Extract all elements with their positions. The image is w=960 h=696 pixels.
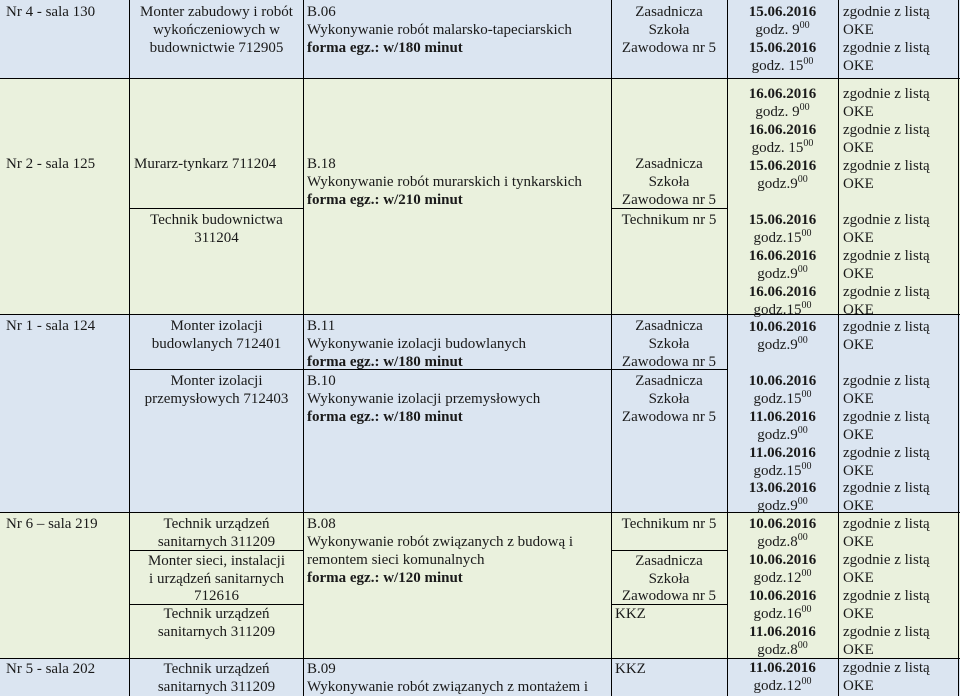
status-text: zgodnie z listą bbox=[843, 248, 930, 264]
exam-time: $godz.15^{00}$ bbox=[753, 389, 812, 407]
status-oke: OKE bbox=[843, 337, 874, 353]
school-name: Technikum nr 5 bbox=[621, 212, 717, 228]
job-title: Technik urządzeń bbox=[163, 606, 270, 622]
exam-time: $godz.9^{00}$ bbox=[757, 335, 808, 353]
row-divider bbox=[611, 550, 727, 551]
school-name: KKZ bbox=[615, 606, 646, 622]
exam-time-minutes: 00 bbox=[799, 20, 810, 31]
exam-date: 16.06.2016 bbox=[748, 284, 817, 300]
school-name: Zasadnicza bbox=[635, 318, 703, 334]
exam-code: B.10 bbox=[307, 373, 336, 389]
school-name: Zawodowa nr 5 bbox=[621, 588, 717, 604]
exam-form: forma egz.: w/180 minut bbox=[307, 40, 463, 56]
row-divider bbox=[130, 208, 303, 209]
exam-name: Wykonywanie robót malarsko-tapeciarskich bbox=[307, 22, 572, 38]
exam-time: $godz.15^{00}$ bbox=[753, 461, 812, 479]
exam-date: 13.06.2016 bbox=[748, 480, 817, 496]
exam-date: 16.06.2016 bbox=[748, 122, 817, 138]
school-name: Zawodowa nr 5 bbox=[621, 409, 717, 425]
status-text: zgodnie z listą bbox=[843, 588, 930, 604]
status-text: zgodnie z listą bbox=[843, 552, 930, 568]
exam-time-minutes: 00 bbox=[801, 461, 812, 472]
status-text: zgodnie z listą bbox=[843, 158, 930, 174]
job-title: wykończeniowych w bbox=[152, 22, 281, 38]
exam-date: 15.06.2016 bbox=[748, 4, 817, 20]
exam-code: B.08 bbox=[307, 516, 336, 532]
exam-form: forma egz.: w/180 minut bbox=[307, 409, 463, 425]
exam-time: godz. $15^{00}$ bbox=[751, 138, 814, 156]
job-title: Monter izolacji bbox=[170, 318, 263, 334]
school-name: Zasadnicza bbox=[635, 4, 703, 20]
job-title: Monter sieci, instalacji bbox=[147, 553, 286, 569]
exam-time: $godz.9^{00}$ bbox=[757, 425, 808, 443]
school-name: Zasadnicza bbox=[635, 156, 703, 172]
school-name: Zasadnicza bbox=[635, 373, 703, 389]
status-oke: OKE bbox=[843, 606, 874, 622]
status-oke: OKE bbox=[843, 570, 874, 586]
exam-time: godz. $9^{00}$ bbox=[755, 20, 810, 38]
status-text: zgodnie z listą bbox=[843, 212, 930, 228]
room-label: Nr 2 - sala 125 bbox=[6, 156, 96, 172]
school-name: KKZ bbox=[615, 661, 646, 677]
status-oke: OKE bbox=[843, 104, 874, 120]
job-title: budowlanych 712401 bbox=[151, 336, 282, 352]
status-oke: OKE bbox=[843, 498, 874, 514]
exam-time: $godz.9^{00}$ bbox=[757, 264, 808, 282]
exam-time-minutes: 00 bbox=[797, 640, 808, 651]
exam-time-minutes: 00 bbox=[801, 604, 812, 615]
room-label: Nr 4 - sala 130 bbox=[6, 4, 96, 20]
status-text: zgodnie z listą bbox=[843, 480, 930, 496]
exam-time-minutes: 00 bbox=[797, 425, 808, 436]
status-text: zgodnie z listą bbox=[843, 86, 930, 102]
exam-time-minutes: 00 bbox=[797, 532, 808, 543]
exam-name: Wykonywanie robót związanych z montażem i bbox=[307, 679, 589, 695]
status-text: zgodnie z listą bbox=[843, 409, 930, 425]
job-title: Technik urządzeń bbox=[163, 661, 270, 677]
exam-time: $godz.16^{00}$ bbox=[753, 604, 812, 622]
exam-time-minutes: 00 bbox=[801, 228, 812, 239]
status-oke: OKE bbox=[843, 58, 874, 74]
status-oke: OKE bbox=[843, 391, 874, 407]
exam-time-minutes: 00 bbox=[801, 568, 812, 579]
exam-date: 10.06.2016 bbox=[748, 516, 817, 532]
status-text: zgodnie z listą bbox=[843, 660, 930, 676]
exam-form: forma egz.: w/210 minut bbox=[307, 192, 463, 208]
status-text: zgodnie z listą bbox=[843, 40, 930, 56]
exam-name: Wykonywanie izolacji budowlanych bbox=[307, 336, 527, 352]
status-oke: OKE bbox=[843, 176, 874, 192]
job-title: i urządzeń sanitarnych bbox=[149, 571, 284, 587]
exam-date: 15.06.2016 bbox=[748, 40, 817, 56]
status-text: zgodnie z listą bbox=[843, 516, 930, 532]
exam-time-minutes: 00 bbox=[803, 138, 814, 149]
school-name: Szkoła bbox=[648, 571, 690, 587]
exam-time-minutes: 00 bbox=[801, 389, 812, 400]
status-oke: OKE bbox=[843, 463, 874, 479]
exam-code: B.06 bbox=[307, 4, 336, 20]
exam-name: Wykonywanie robót murarskich i tynkarskich bbox=[307, 174, 582, 190]
exam-date: 10.06.2016 bbox=[748, 588, 817, 604]
room-label: Nr 5 - sala 202 bbox=[6, 661, 96, 677]
school-name: Technikum nr 5 bbox=[621, 516, 717, 532]
school-name: Zawodowa nr 5 bbox=[621, 40, 717, 56]
exam-date: 10.06.2016 bbox=[748, 319, 817, 335]
status-oke: OKE bbox=[843, 642, 874, 658]
exam-name: Wykonywanie izolacji przemysłowych bbox=[307, 391, 541, 407]
school-name: Szkoła bbox=[648, 336, 690, 352]
status-oke: OKE bbox=[843, 140, 874, 156]
exam-time-minutes: 00 bbox=[797, 496, 808, 507]
exam-time: $godz.15^{00}$ bbox=[753, 228, 812, 246]
job-title: 311204 bbox=[194, 230, 239, 246]
job-title: budownictwie 712905 bbox=[149, 40, 284, 56]
job-title: Monter izolacji bbox=[170, 373, 263, 389]
exam-time-minutes: 00 bbox=[799, 102, 810, 113]
exam-form: forma egz.: w/180 minut bbox=[307, 354, 463, 370]
job-title: Monter zabudowy i robót bbox=[140, 4, 293, 20]
row-divider bbox=[0, 78, 960, 79]
school-name: Zawodowa nr 5 bbox=[621, 192, 717, 208]
status-oke: OKE bbox=[843, 22, 874, 38]
exam-date: 15.06.2016 bbox=[748, 158, 817, 174]
exam-time: $godz.8^{00}$ bbox=[757, 640, 808, 658]
job-title: przemysłowych 712403 bbox=[144, 391, 289, 407]
exam-name: Wykonywanie robót związanych z budową i bbox=[307, 534, 574, 550]
exam-code: B.18 bbox=[307, 156, 336, 172]
exam-time-minutes: 00 bbox=[797, 335, 808, 346]
column-divider bbox=[838, 0, 839, 696]
exam-date: 11.06.2016 bbox=[749, 409, 816, 425]
status-oke: OKE bbox=[843, 266, 874, 282]
status-text: zgodnie z listą bbox=[843, 122, 930, 138]
job-title: Technik budownictwa bbox=[150, 212, 283, 228]
school-name: Zawodowa nr 5 bbox=[621, 354, 717, 370]
job-title: 712616 bbox=[194, 588, 239, 604]
job-title: sanitarnych 311209 bbox=[157, 624, 276, 640]
status-oke: OKE bbox=[843, 427, 874, 443]
job-title: sanitarnych 311209 bbox=[157, 534, 276, 550]
school-name: Szkoła bbox=[648, 22, 690, 38]
exam-date: 15.06.2016 bbox=[748, 212, 817, 228]
exam-date: 11.06.2016 bbox=[749, 624, 816, 640]
status-oke: OKE bbox=[843, 302, 874, 318]
exam-time-minutes: 00 bbox=[797, 264, 808, 275]
exam-time: $godz.9^{00}$ bbox=[757, 496, 808, 514]
status-text: zgodnie z listą bbox=[843, 445, 930, 461]
status-text: zgodnie z listą bbox=[843, 319, 930, 335]
exam-name: remontem sieci komunalnych bbox=[307, 552, 485, 568]
exam-time: $godz.9^{00}$ bbox=[757, 174, 808, 192]
status-text: zgodnie z listą bbox=[843, 4, 930, 20]
job-title: Technik urządzeń bbox=[163, 516, 270, 532]
exam-date: 16.06.2016 bbox=[748, 86, 817, 102]
job-title: sanitarnych 311209 bbox=[157, 679, 276, 695]
row-divider bbox=[130, 369, 303, 370]
exam-time: $godz.15^{00}$ bbox=[753, 300, 812, 318]
exam-time: godz. $15^{00}$ bbox=[751, 56, 814, 74]
exam-date: 16.06.2016 bbox=[748, 248, 817, 264]
status-text: zgodnie z listą bbox=[843, 284, 930, 300]
exam-date: 11.06.2016 bbox=[749, 660, 816, 676]
exam-time-minutes: 00 bbox=[801, 300, 812, 311]
exam-time: godz. $9^{00}$ bbox=[755, 102, 810, 120]
school-name: Szkoła bbox=[648, 391, 690, 407]
school-name: Szkoła bbox=[648, 174, 690, 190]
exam-time: $godz.12^{00}$ bbox=[753, 568, 812, 586]
column-divider bbox=[958, 0, 959, 696]
exam-date: 10.06.2016 bbox=[748, 373, 817, 389]
exam-time: $godz.12^{00}$ bbox=[753, 676, 812, 694]
exam-date: 11.06.2016 bbox=[749, 445, 816, 461]
status-oke: OKE bbox=[843, 534, 874, 550]
exam-time-minutes: 00 bbox=[803, 56, 814, 67]
exam-time-minutes: 00 bbox=[797, 174, 808, 185]
exam-time-minutes: 00 bbox=[801, 676, 812, 687]
exam-time: $godz.8^{00}$ bbox=[757, 532, 808, 550]
exam-code: B.09 bbox=[307, 661, 336, 677]
exam-date: 10.06.2016 bbox=[748, 552, 817, 568]
status-oke: OKE bbox=[843, 230, 874, 246]
column-divider bbox=[303, 0, 304, 696]
exam-code: B.11 bbox=[307, 318, 336, 334]
room-label: Nr 6 – sala 219 bbox=[6, 516, 98, 532]
room-label: Nr 1 - sala 124 bbox=[6, 318, 96, 334]
status-oke: OKE bbox=[843, 678, 874, 694]
exam-form: forma egz.: w/120 minut bbox=[307, 570, 463, 586]
status-text: zgodnie z listą bbox=[843, 373, 930, 389]
job-title: Murarz-tynkarz 711204 bbox=[134, 156, 277, 172]
status-text: zgodnie z listą bbox=[843, 624, 930, 640]
school-name: Zasadnicza bbox=[635, 553, 703, 569]
